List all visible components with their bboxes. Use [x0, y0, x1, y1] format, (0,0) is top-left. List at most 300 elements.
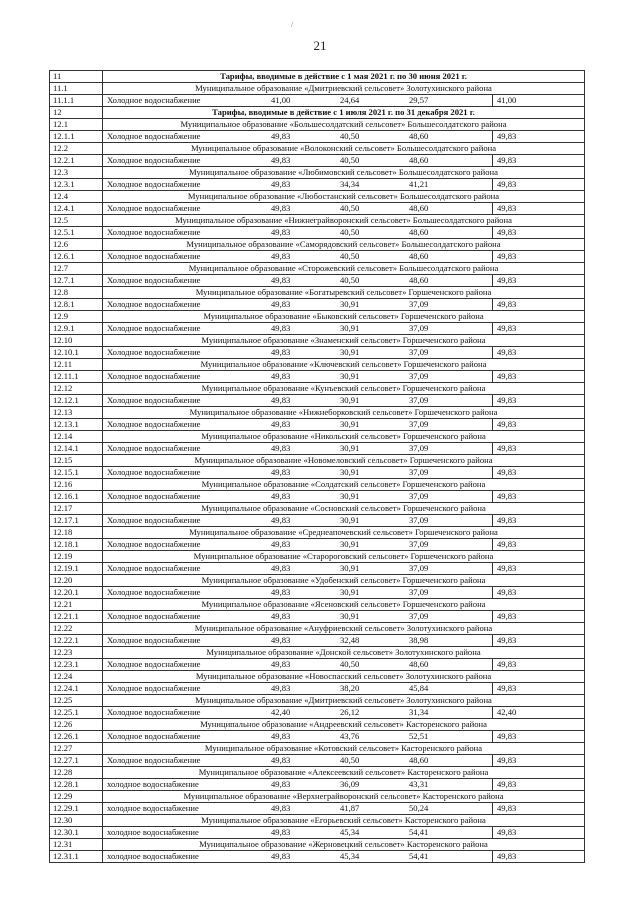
- municipality-title: Муниципальное образование «Любимовский сельсовет» Большесолдатского района: [103, 167, 585, 179]
- row-code: 11.1.1: [50, 95, 103, 107]
- tariff-value-4: 49,83: [492, 635, 544, 646]
- service-name: Холодное водоснабжение: [107, 563, 201, 573]
- service-name: Холодное водоснабжение: [107, 659, 201, 669]
- tariff-value-4: 49,83: [492, 683, 544, 694]
- row-code: 12.27: [50, 743, 103, 755]
- municipality-row: [50, 719, 585, 731]
- service-name: Холодное водоснабжение: [107, 731, 201, 741]
- tariff-value-3: 37,09: [409, 395, 429, 405]
- tariff-value-4: 49,83: [492, 515, 544, 526]
- municipality-row: [50, 119, 585, 131]
- tariff-value-2: 32,48: [340, 635, 360, 645]
- row-code: 12.29.1: [50, 803, 103, 815]
- municipality-row: [50, 455, 585, 467]
- tariff-value-3: 38,98: [409, 635, 429, 645]
- row-code: 12.5: [50, 215, 103, 227]
- row-code: 12.31.1: [50, 851, 103, 863]
- municipality-row: [50, 287, 585, 299]
- tariff-values-cell: [103, 443, 585, 455]
- service-name: холодное водоснабжение: [107, 803, 199, 813]
- tariff-value-2: 30,91: [340, 443, 360, 453]
- table-row: [50, 395, 585, 407]
- municipality-title: Муниципальное образование «Верхнеграйворонский сельсовет» Касторенского района: [103, 791, 585, 803]
- row-code: 12.22.1: [50, 635, 103, 647]
- tariff-value-4: 49,83: [492, 539, 544, 550]
- tariff-value-3: 37,09: [409, 611, 429, 621]
- municipality-row: [50, 239, 585, 251]
- table-row: [50, 419, 585, 431]
- table-row: [50, 659, 585, 671]
- service-name: Холодное водоснабжение: [107, 203, 201, 213]
- tariff-values-cell: [103, 131, 585, 143]
- table-row: [50, 491, 585, 503]
- tariff-value-2: 40,50: [340, 755, 360, 765]
- tariff-values-cell: [103, 635, 585, 647]
- service-name: Холодное водоснабжение: [107, 635, 201, 645]
- municipality-row: [50, 407, 585, 419]
- tariff-values-cell: [103, 371, 585, 383]
- service-name: Холодное водоснабжение: [107, 227, 201, 237]
- row-code: 12.12.1: [50, 395, 103, 407]
- row-code: 12.24: [50, 671, 103, 683]
- tariff-value-4: 49,83: [492, 779, 544, 790]
- row-code: 12.19.1: [50, 563, 103, 575]
- tariff-value-2: 30,91: [340, 563, 360, 573]
- service-name: Холодное водоснабжение: [107, 275, 201, 285]
- table-row: [50, 371, 585, 383]
- row-code: 12.7: [50, 263, 103, 275]
- tariff-value-1: 49,83: [271, 659, 291, 669]
- row-code: 12.10: [50, 335, 103, 347]
- row-code: 12.1: [50, 119, 103, 131]
- tariff-value-1: 49,83: [271, 803, 291, 813]
- tariff-value-1: 42,40: [271, 707, 291, 717]
- row-code: 12.8: [50, 287, 103, 299]
- tariff-value-2: 45,34: [340, 851, 360, 861]
- row-code: 12.19: [50, 551, 103, 563]
- tariff-value-1: 49,83: [271, 131, 291, 141]
- tariff-values-cell: [103, 731, 585, 743]
- municipality-row: [50, 575, 585, 587]
- tariff-value-1: 49,83: [271, 539, 291, 549]
- table-row: [50, 731, 585, 743]
- service-name: Холодное водоснабжение: [107, 395, 201, 405]
- municipality-title: Муниципальное образование «Старороговский сельсовет» Горшеченского района: [103, 551, 585, 563]
- row-code: 12.1.1: [50, 131, 103, 143]
- row-code: 12.5.1: [50, 227, 103, 239]
- tariff-value-3: 48,60: [409, 275, 429, 285]
- tariff-value-4: 49,83: [492, 323, 544, 334]
- tariff-value-3: 37,09: [409, 419, 429, 429]
- tariff-value-4: 42,40: [492, 707, 544, 718]
- table-row: [50, 827, 585, 839]
- tariff-value-1: 49,83: [271, 563, 291, 573]
- row-code: 12.17: [50, 503, 103, 515]
- municipality-title: Муниципальное образование «Донской сельсовет» Золотухинского района: [103, 647, 585, 659]
- tariff-value-4: 49,83: [492, 611, 544, 622]
- scan-mark: /: [291, 20, 294, 29]
- tariff-value-1: 49,83: [271, 323, 291, 333]
- tariff-value-1: 49,83: [271, 635, 291, 645]
- service-name: Холодное водоснабжение: [107, 611, 201, 621]
- tariff-value-3: 54,41: [409, 851, 429, 861]
- tariff-value-3: 41,21: [409, 179, 429, 189]
- municipality-title: Муниципальное образование «Алексеевский сельсовет» Касторенского района: [103, 767, 585, 779]
- tariff-value-3: 37,09: [409, 323, 429, 333]
- tariff-value-2: 40,50: [340, 659, 360, 669]
- tariff-value-2: 30,91: [340, 347, 360, 357]
- tariff-table: [49, 70, 585, 863]
- row-code: 12.27.1: [50, 755, 103, 767]
- row-code: 12.15: [50, 455, 103, 467]
- municipality-row: [50, 767, 585, 779]
- row-code: 12.16: [50, 479, 103, 491]
- tariff-values-cell: [103, 683, 585, 695]
- municipality-row: [50, 479, 585, 491]
- service-name: Холодное водоснабжение: [107, 323, 201, 333]
- municipality-title: Муниципальное образование «Сосновский сельсовет» Горшеченского района: [103, 503, 585, 515]
- municipality-row: [50, 695, 585, 707]
- row-code: 12.23.1: [50, 659, 103, 671]
- row-code: 12.2.1: [50, 155, 103, 167]
- municipality-row: [50, 383, 585, 395]
- page-number: 21: [313, 38, 327, 53]
- tariff-value-3: 37,09: [409, 563, 429, 573]
- row-code: 12.20.1: [50, 587, 103, 599]
- service-name: Холодное водоснабжение: [107, 587, 201, 597]
- tariff-value-2: 40,50: [340, 227, 360, 237]
- tariff-value-1: 41,00: [271, 95, 291, 105]
- row-code: 12.18: [50, 527, 103, 539]
- table-row: [50, 467, 585, 479]
- tariff-value-2: 40,50: [340, 203, 360, 213]
- tariff-value-1: 49,83: [271, 683, 291, 693]
- table-row: [50, 347, 585, 359]
- tariff-value-1: 49,83: [271, 851, 291, 861]
- row-code: 12.30: [50, 815, 103, 827]
- service-name: Холодное водоснабжение: [107, 539, 201, 549]
- service-name: Холодное водоснабжение: [107, 371, 201, 381]
- tariff-value-3: 37,09: [409, 539, 429, 549]
- tariff-value-2: 30,91: [340, 419, 360, 429]
- section-header-row: [50, 71, 585, 83]
- tariff-value-1: 49,83: [271, 443, 291, 453]
- tariff-value-1: 49,83: [271, 491, 291, 501]
- row-code: 12.21: [50, 599, 103, 611]
- row-code: 12.29: [50, 791, 103, 803]
- municipality-title: Муниципальное образование «Андреевский сельсовет» Касторенского района: [103, 719, 585, 731]
- tariff-values-cell: [103, 95, 585, 107]
- row-code: 12.16.1: [50, 491, 103, 503]
- tariff-value-1: 49,83: [271, 251, 291, 261]
- tariff-values-cell: [103, 803, 585, 815]
- municipality-title: Муниципальное образование «Любостанский сельсовет» Большесолдатского района: [103, 191, 585, 203]
- service-name: холодное водоснабжение: [107, 851, 199, 861]
- tariff-value-3: 48,60: [409, 755, 429, 765]
- tariff-values-cell: [103, 395, 585, 407]
- municipality-title: Муниципальное образование «Быковский сельсовет» Горшеченского района: [103, 311, 585, 323]
- row-code: 11: [50, 71, 103, 83]
- tariff-value-3: 37,09: [409, 515, 429, 525]
- row-code: 12.7.1: [50, 275, 103, 287]
- service-name: Холодное водоснабжение: [107, 95, 201, 105]
- row-code: 12.22: [50, 623, 103, 635]
- tariff-value-2: 40,50: [340, 155, 360, 165]
- tariff-value-1: 49,83: [271, 515, 291, 525]
- row-code: 12.6: [50, 239, 103, 251]
- tariff-value-1: 49,83: [271, 203, 291, 213]
- table-row: [50, 251, 585, 263]
- tariff-values-cell: [103, 659, 585, 671]
- row-code: 12.13.1: [50, 419, 103, 431]
- tariff-value-2: 30,91: [340, 515, 360, 525]
- table-row: [50, 299, 585, 311]
- tariff-value-4: 49,83: [492, 467, 544, 478]
- municipality-title: Муниципальное образование «Новомеловский сельсовет» Горшеченского района: [103, 455, 585, 467]
- row-code: 12.26.1: [50, 731, 103, 743]
- tariff-values-cell: [103, 515, 585, 527]
- tariff-value-2: 30,91: [340, 587, 360, 597]
- municipality-title: Муниципальное образование «Никольский сельсовет» Горшеченского района: [103, 431, 585, 443]
- municipality-row: [50, 599, 585, 611]
- tariff-value-4: 49,83: [492, 587, 544, 598]
- tariff-value-4: 49,83: [492, 659, 544, 670]
- tariff-value-2: 34,34: [340, 179, 360, 189]
- municipality-title: Муниципальное образование «Новоспасский сельсовет» Золотухинского района: [103, 671, 585, 683]
- tariff-value-3: 37,09: [409, 299, 429, 309]
- municipality-row: [50, 527, 585, 539]
- municipality-row: [50, 143, 585, 155]
- row-code: 12.20: [50, 575, 103, 587]
- tariff-value-3: 37,09: [409, 587, 429, 597]
- tariff-value-2: 40,50: [340, 251, 360, 261]
- tariff-value-2: 30,91: [340, 467, 360, 477]
- municipality-title: Муниципальное образование «Саморядовский сельсовет» Большесолдатского района: [103, 239, 585, 251]
- row-code: 12.9: [50, 311, 103, 323]
- service-name: Холодное водоснабжение: [107, 251, 201, 261]
- municipality-row: [50, 647, 585, 659]
- service-name: Холодное водоснабжение: [107, 755, 201, 765]
- municipality-row: [50, 743, 585, 755]
- row-code: 12.4: [50, 191, 103, 203]
- row-code: 12.21.1: [50, 611, 103, 623]
- municipality-title: Муниципальное образование «Егорьевский сельсовет» Касторенского района: [103, 815, 585, 827]
- row-code: 12.13: [50, 407, 103, 419]
- table-row: [50, 155, 585, 167]
- table-row: [50, 323, 585, 335]
- municipality-row: [50, 215, 585, 227]
- tariff-value-1: 49,83: [271, 227, 291, 237]
- row-code: 12.4.1: [50, 203, 103, 215]
- tariff-values-cell: [103, 227, 585, 239]
- tariff-value-2: 30,91: [340, 539, 360, 549]
- table-row: [50, 275, 585, 287]
- tariff-values-cell: [103, 419, 585, 431]
- municipality-title: Муниципальное образование «Ануфриевский сельсовет» Золотухинского района: [103, 623, 585, 635]
- tariff-values-cell: [103, 299, 585, 311]
- tariff-value-4: 49,83: [492, 563, 544, 574]
- service-name: холодное водоснабжение: [107, 779, 199, 789]
- municipality-row: [50, 263, 585, 275]
- municipality-title: Муниципальное образование «Кунъевский сельсовет» Горшеченского района: [103, 383, 585, 395]
- tariff-values-cell: [103, 251, 585, 263]
- municipality-title: Муниципальное образование «Котовский сельсовет» Касторенского района: [103, 743, 585, 755]
- tariff-value-1: 49,83: [271, 755, 291, 765]
- municipality-row: [50, 503, 585, 515]
- municipality-row: [50, 551, 585, 563]
- tariff-value-3: 31,34: [409, 707, 429, 717]
- table-row: [50, 443, 585, 455]
- tariff-values-cell: [103, 179, 585, 191]
- tariff-value-4: 49,83: [492, 155, 544, 166]
- row-code: 12.18.1: [50, 539, 103, 551]
- tariff-value-2: 30,91: [340, 299, 360, 309]
- tariff-value-4: 49,83: [492, 419, 544, 430]
- municipality-row: [50, 311, 585, 323]
- tariff-value-4: 49,83: [492, 227, 544, 238]
- tariff-value-1: 49,83: [271, 731, 291, 741]
- row-code: 12.25.1: [50, 707, 103, 719]
- municipality-row: [50, 839, 585, 851]
- table-row: [50, 95, 585, 107]
- tariff-value-2: 40,50: [340, 131, 360, 141]
- municipality-title: Муниципальное образование «Большесолдатский сельсовет» Большесолдатского района: [103, 119, 585, 131]
- table-row: [50, 227, 585, 239]
- tariff-values-cell: [103, 203, 585, 215]
- row-code: 12.24.1: [50, 683, 103, 695]
- tariff-value-4: 49,83: [492, 371, 544, 382]
- municipality-title: Муниципальное образование «Ясеновский сельсовет» Горшеченского района: [103, 599, 585, 611]
- tariff-value-3: 29,57: [409, 95, 429, 105]
- tariff-value-3: 37,09: [409, 467, 429, 477]
- row-code: 12.28: [50, 767, 103, 779]
- municipality-row: [50, 623, 585, 635]
- tariff-table-body: [50, 71, 585, 863]
- tariff-value-2: 45,34: [340, 827, 360, 837]
- tariff-value-4: 49,83: [492, 251, 544, 262]
- row-code: 12.12: [50, 383, 103, 395]
- tariff-value-4: 49,83: [492, 755, 544, 766]
- tariff-value-2: 30,91: [340, 491, 360, 501]
- municipality-title: Муниципальное образование «Удобенский сельсовет» Горшеченского района: [103, 575, 585, 587]
- municipality-title: Муниципальное образование «Солдатский сельсовет» Горшеченского района: [103, 479, 585, 491]
- tariff-value-1: 49,83: [271, 827, 291, 837]
- table-row: [50, 203, 585, 215]
- tariff-value-2: 40,50: [340, 275, 360, 285]
- tariff-values-cell: [103, 707, 585, 719]
- tariff-values-cell: [103, 467, 585, 479]
- tariff-value-1: 49,83: [271, 779, 291, 789]
- tariff-values-cell: [103, 155, 585, 167]
- tariff-value-3: 48,60: [409, 131, 429, 141]
- tariff-value-1: 49,83: [271, 395, 291, 405]
- table-row: [50, 803, 585, 815]
- tariff-values-cell: [103, 323, 585, 335]
- row-code: 12.6.1: [50, 251, 103, 263]
- row-code: 12: [50, 107, 103, 119]
- table-row: [50, 563, 585, 575]
- table-row: [50, 179, 585, 191]
- tariff-value-2: 36,09: [340, 779, 360, 789]
- table-row: [50, 611, 585, 623]
- section-title: Тарифы, вводимые в действие с 1 июля 2021 г. по 31 декабря 2021 г.: [103, 107, 585, 119]
- row-code: 12.23: [50, 647, 103, 659]
- row-code: 11.1: [50, 83, 103, 95]
- tariff-value-4: 49,83: [492, 491, 544, 502]
- tariff-value-4: 49,83: [492, 443, 544, 454]
- table-row: [50, 587, 585, 599]
- municipality-title: Муниципальное образование «Богатыревский сельсовет» Горшеченского района: [103, 287, 585, 299]
- municipality-row: [50, 791, 585, 803]
- tariff-value-2: 30,91: [340, 395, 360, 405]
- tariff-values-cell: [103, 755, 585, 767]
- row-code: 12.10.1: [50, 347, 103, 359]
- service-name: Холодное водоснабжение: [107, 347, 201, 357]
- tariff-value-3: 54,41: [409, 827, 429, 837]
- row-code: 12.14: [50, 431, 103, 443]
- tariff-value-3: 50,24: [409, 803, 429, 813]
- tariff-value-1: 49,83: [271, 611, 291, 621]
- table-row: [50, 707, 585, 719]
- service-name: Холодное водоснабжение: [107, 155, 201, 165]
- municipality-row: [50, 815, 585, 827]
- service-name: Холодное водоснабжение: [107, 179, 201, 189]
- table-row: [50, 635, 585, 647]
- tariff-value-1: 49,83: [271, 179, 291, 189]
- municipality-row: [50, 431, 585, 443]
- municipality-title: Муниципальное образование «Жерновецкий сельсовет» Касторенского района: [103, 839, 585, 851]
- tariff-values-cell: [103, 827, 585, 839]
- tariff-value-1: 49,83: [271, 467, 291, 477]
- tariff-values-cell: [103, 779, 585, 791]
- tariff-value-4: 49,83: [492, 851, 544, 862]
- tariff-value-1: 49,83: [271, 347, 291, 357]
- tariff-value-2: 30,91: [340, 371, 360, 381]
- tariff-value-3: 37,09: [409, 443, 429, 453]
- tariff-value-1: 49,83: [271, 275, 291, 285]
- tariff-value-4: 49,83: [492, 731, 544, 742]
- tariff-value-2: 30,91: [340, 323, 360, 333]
- service-name: Холодное водоснабжение: [107, 491, 201, 501]
- row-code: 12.30.1: [50, 827, 103, 839]
- service-name: холодное водоснабжение: [107, 827, 199, 837]
- service-name: Холодное водоснабжение: [107, 443, 201, 453]
- tariff-values-cell: [103, 275, 585, 287]
- tariff-values-cell: [103, 491, 585, 503]
- tariff-value-3: 37,09: [409, 347, 429, 357]
- tariff-value-3: 48,60: [409, 203, 429, 213]
- row-code: 12.25: [50, 695, 103, 707]
- municipality-title: Муниципальное образование «Волоконский сельсовет» Большесолдатского района: [103, 143, 585, 155]
- row-code: 12.11.1: [50, 371, 103, 383]
- tariff-value-4: 49,83: [492, 275, 544, 286]
- municipality-title: Муниципальное образование «Сторожевский сельсовет» Большесолдатского района: [103, 263, 585, 275]
- municipality-title: Муниципальное образование «Среднеапочевский сельсовет» Горшеченского района: [103, 527, 585, 539]
- table-row: [50, 131, 585, 143]
- tariff-value-3: 37,09: [409, 371, 429, 381]
- service-name: Холодное водоснабжение: [107, 515, 201, 525]
- municipality-title: Муниципальное образование «Дмитриевский сельсовет» Золотухинского района: [103, 83, 585, 95]
- tariff-value-4: 49,83: [492, 179, 544, 190]
- table-row: [50, 755, 585, 767]
- municipality-title: Муниципальное образование «Нижнеборковский сельсовет» Горшеченского района: [103, 407, 585, 419]
- tariff-value-1: 49,83: [271, 299, 291, 309]
- table-row: [50, 851, 585, 863]
- section-header-row: [50, 107, 585, 119]
- tariff-value-1: 49,83: [271, 155, 291, 165]
- tariff-value-4: 49,83: [492, 131, 544, 142]
- municipality-row: [50, 359, 585, 371]
